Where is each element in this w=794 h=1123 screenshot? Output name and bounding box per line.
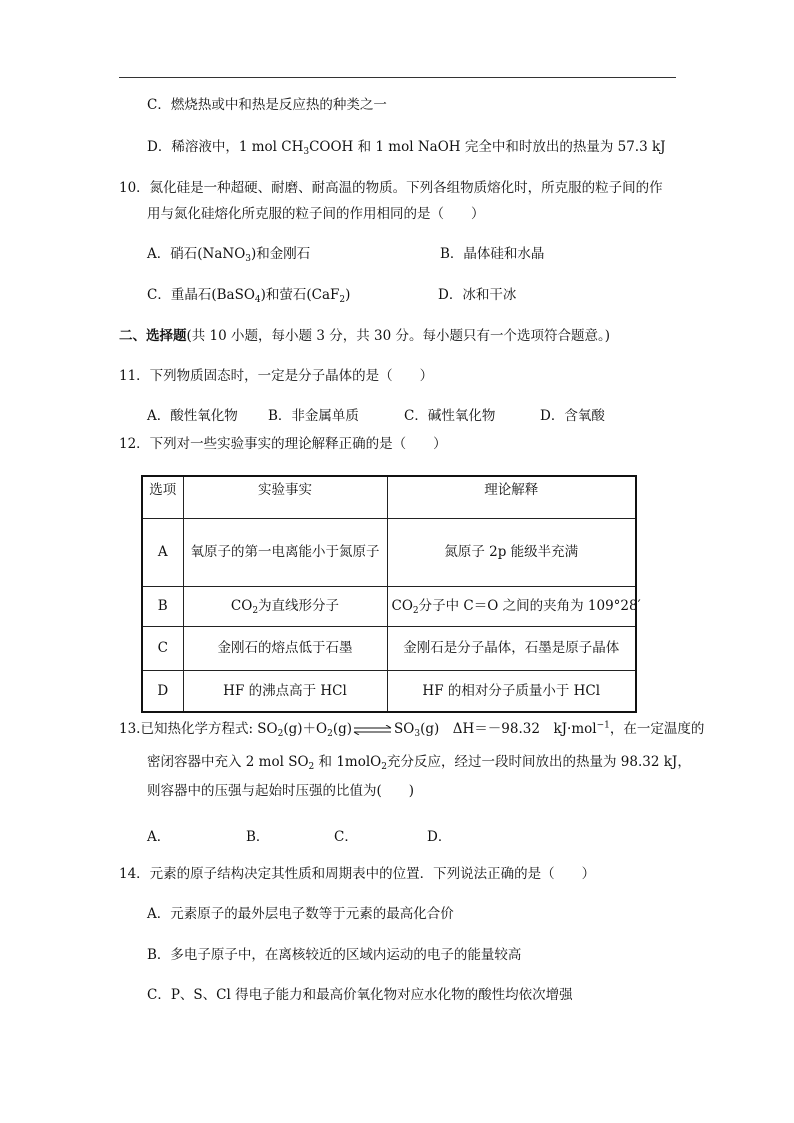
q10-option-b: B．晶体硅和水晶: [440, 246, 545, 262]
q13-stem-line3: 则容器中的压强与起始时压强的比值为( ): [147, 783, 415, 799]
q13-option-b: B．: [246, 829, 270, 845]
row-explain: $CO_2$分子中 C＝O 之间的夹角为 109°28′: [387, 586, 636, 626]
q13-option-a: A．: [147, 829, 171, 845]
section-desc: (共 10 小题，每小题 3 分，共 30 分。每小题只有一个选项符合题意。): [186, 328, 610, 344]
header-fact: 实验事实: [183, 476, 387, 518]
q11-stem: 11．下列物质固态时，一定是分子晶体的是（ ）: [119, 368, 434, 384]
row-fact: HF 的沸点高于 HCl: [183, 670, 387, 712]
row-explain: 金刚石是分子晶体，石墨是原子晶体: [387, 626, 636, 670]
section-heading: [119, 327, 610, 345]
q10-option-d: D．冰和干冰: [438, 287, 517, 303]
q11-option-d: D．含氧酸: [540, 408, 605, 424]
header-rule: [119, 77, 676, 78]
row-explain: 氮原子 2p 能级半充满: [387, 518, 636, 586]
row-fact: 金刚石的熔点低于石墨: [183, 626, 387, 670]
q9-option-d: D．稀溶液中，1 mol $CH_3COOH$ 和 1 mol NaOH 完全中和时放出的热量为 57.3 kJ: [147, 139, 666, 157]
table-row: [142, 586, 636, 626]
q13-option-c: C．: [334, 829, 358, 845]
q13-stem-line1: 13.已知热化学方程式: $SO_2(g)+O_2(g)$ $SO_3(g)$ ΔH＝－98.32 kJ·mol$^{-1}$，在一定温度的: [119, 720, 705, 739]
section-title: 二、选择题: [119, 328, 187, 344]
reversible-arrow-icon: [353, 725, 393, 735]
q9-option-c: C．燃烧热或中和热是反应热的种类之一: [147, 97, 387, 113]
q11-option-c: C．碱性氧化物: [404, 408, 496, 424]
q11-option-a: A．酸性氧化物: [147, 408, 238, 424]
table-row: [142, 670, 636, 712]
table-row: [142, 626, 636, 670]
q12-stem: 12．下列对一些实验事实的理论解释正确的是（ ）: [119, 436, 447, 452]
row-option: A: [142, 518, 183, 586]
row-option: C: [142, 626, 183, 670]
q10-option-c: C．重晶石(BaSO$_4$)和萤石(CaF$_2$): [147, 287, 351, 305]
q10-stem-line2: 用与氮化硅熔化所克服的粒子间的作用相同的是（ ）: [147, 206, 485, 222]
row-option: B: [142, 586, 183, 626]
q14-option-a: A．元素原子的最外层电子数等于元素的最高化合价: [147, 906, 454, 922]
q14-stem: 14．元素的原子结构决定其性质和周期表中的位置．下列说法正确的是（ ）: [119, 866, 596, 882]
q11-option-b: B．非金属单质: [268, 408, 359, 424]
q10-stem-line1: 10．氮化硅是一种超硬、耐磨、耐高温的物质。下列各组物质熔化时，所克服的粒子间的作: [119, 180, 663, 196]
q14-option-b: B．多电子原子中，在离核较近的区域内运动的电子的能量较高: [147, 947, 522, 963]
row-fact: $CO_2$为直线形分子: [183, 586, 387, 626]
table-row: [142, 518, 636, 586]
row-explain: HF 的相对分子质量小于 HCl: [387, 670, 636, 712]
q14-option-c: C．P、S、Cl 得电子能力和最高价氧化物对应水化物的酸性均依次增强: [147, 987, 573, 1003]
row-fact: 氧原子的第一电离能小于氮原子: [183, 518, 387, 586]
table-header-row: [142, 476, 636, 518]
row-option: D: [142, 670, 183, 712]
header-option: 选项: [142, 476, 183, 518]
q12-table: [141, 475, 641, 713]
header-explain: 理论解释: [387, 476, 636, 518]
q13-option-d: D．: [427, 829, 452, 845]
q13-stem-line2: 密闭容器中充入 2 mol $SO_2$ 和 1molO$_2$充分反应，经过一段时间放出的热量为 98.32 kJ，: [147, 754, 691, 772]
q10-option-a: A．硝石(NaNO$_3$)和金刚石: [147, 246, 311, 264]
